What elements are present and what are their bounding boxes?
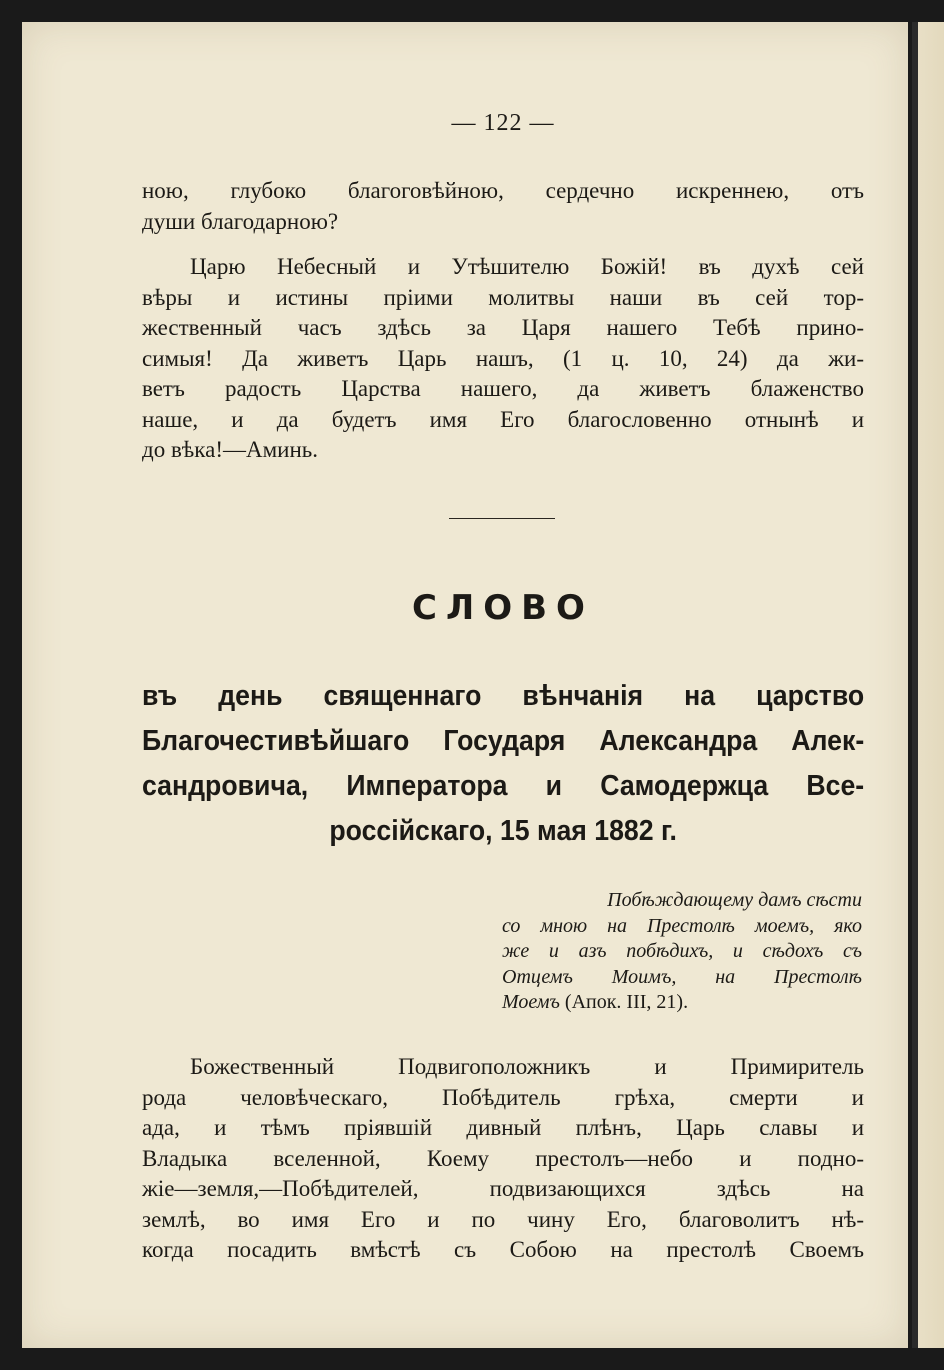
text-line: симыя! Да живетъ Царь нашъ, (1 ц. 10, 24) да жи- (142, 345, 864, 371)
text-line: Божественный Подвигоположникъ и Примиритель (190, 1054, 864, 1079)
heading-line: въ день священнаго вѣнчанія на царство (142, 680, 865, 712)
epigraph-line: Отцемъ Моимъ, на Престолѣ (502, 965, 862, 988)
text-line: рода человѣческаго, Побѣдитель грѣха, смерти и (142, 1084, 864, 1110)
text-line: когда посадить вмѣстѣ съ Собою на престолѣ Своемъ (142, 1237, 864, 1262)
text-line: ада, и тѣмъ пріявшій дивный плѣнъ, Царь славы и (142, 1115, 864, 1140)
book-page (22, 22, 908, 1348)
epigraph-line: Побѣждающему дамъ сѣсти (607, 889, 862, 911)
epigraph (502, 888, 862, 1016)
text-line: жественный часъ здѣсь за Царя нашего Тебѣ прино- (142, 315, 864, 340)
text-line: Царю Небесный и Утѣшителю Божій! въ духѣ сей (190, 254, 864, 279)
paragraph-prayer (142, 252, 864, 466)
epigraph-line: же и азъ побѣдихъ, и сѣдохъ съ (502, 940, 862, 962)
heading-line: сандровича, Императора и Самодержца Все- (142, 770, 865, 802)
paragraph-sermon-opening (142, 1052, 864, 1266)
heading-line: Благочестивѣйшаго Государя Александра Алек- (142, 725, 865, 757)
heading-line: россійскаго, 15 мая 1882 г. (329, 815, 677, 847)
section-divider (449, 518, 555, 519)
text-line: души благодарною? (142, 208, 339, 234)
text-line: ветъ радость Царства нашего, да живетъ блаженство (142, 376, 864, 401)
text-line: до вѣка!—Аминь. (142, 437, 319, 462)
epigraph-line-last (502, 990, 862, 1016)
epigraph-reference: (Апок. III, 21). (564, 991, 689, 1013)
sermon-occasion-heading (142, 674, 865, 854)
sermon-title: СЛОВО (412, 588, 594, 628)
page-number: — 122 — (451, 110, 555, 136)
adjacent-page-edge (912, 22, 944, 1348)
text-line: наше, и да будетъ имя Его благословенно отнынѣ и (142, 406, 864, 432)
text-line: Владыка вселенной, Коему престолъ—небо и подно- (142, 1145, 864, 1171)
epigraph-text: Моемъ (502, 991, 560, 1013)
text-line: жіе—земля,—Побѣдителей, подвизающихся здѣсь на (142, 1176, 864, 1201)
text-line: вѣры и истины пріими молитвы наши въ сей тор- (142, 284, 864, 310)
text-line: землѣ, во имя Его и по чину Его, благоволитъ нѣ- (142, 1206, 864, 1232)
paragraph-continuation (142, 176, 864, 237)
text-line: ною, глубоко благоговѣйною, сердечно искреннею, отъ (142, 178, 864, 203)
epigraph-line: со мною на Престолѣ моемъ, яко (502, 914, 862, 937)
